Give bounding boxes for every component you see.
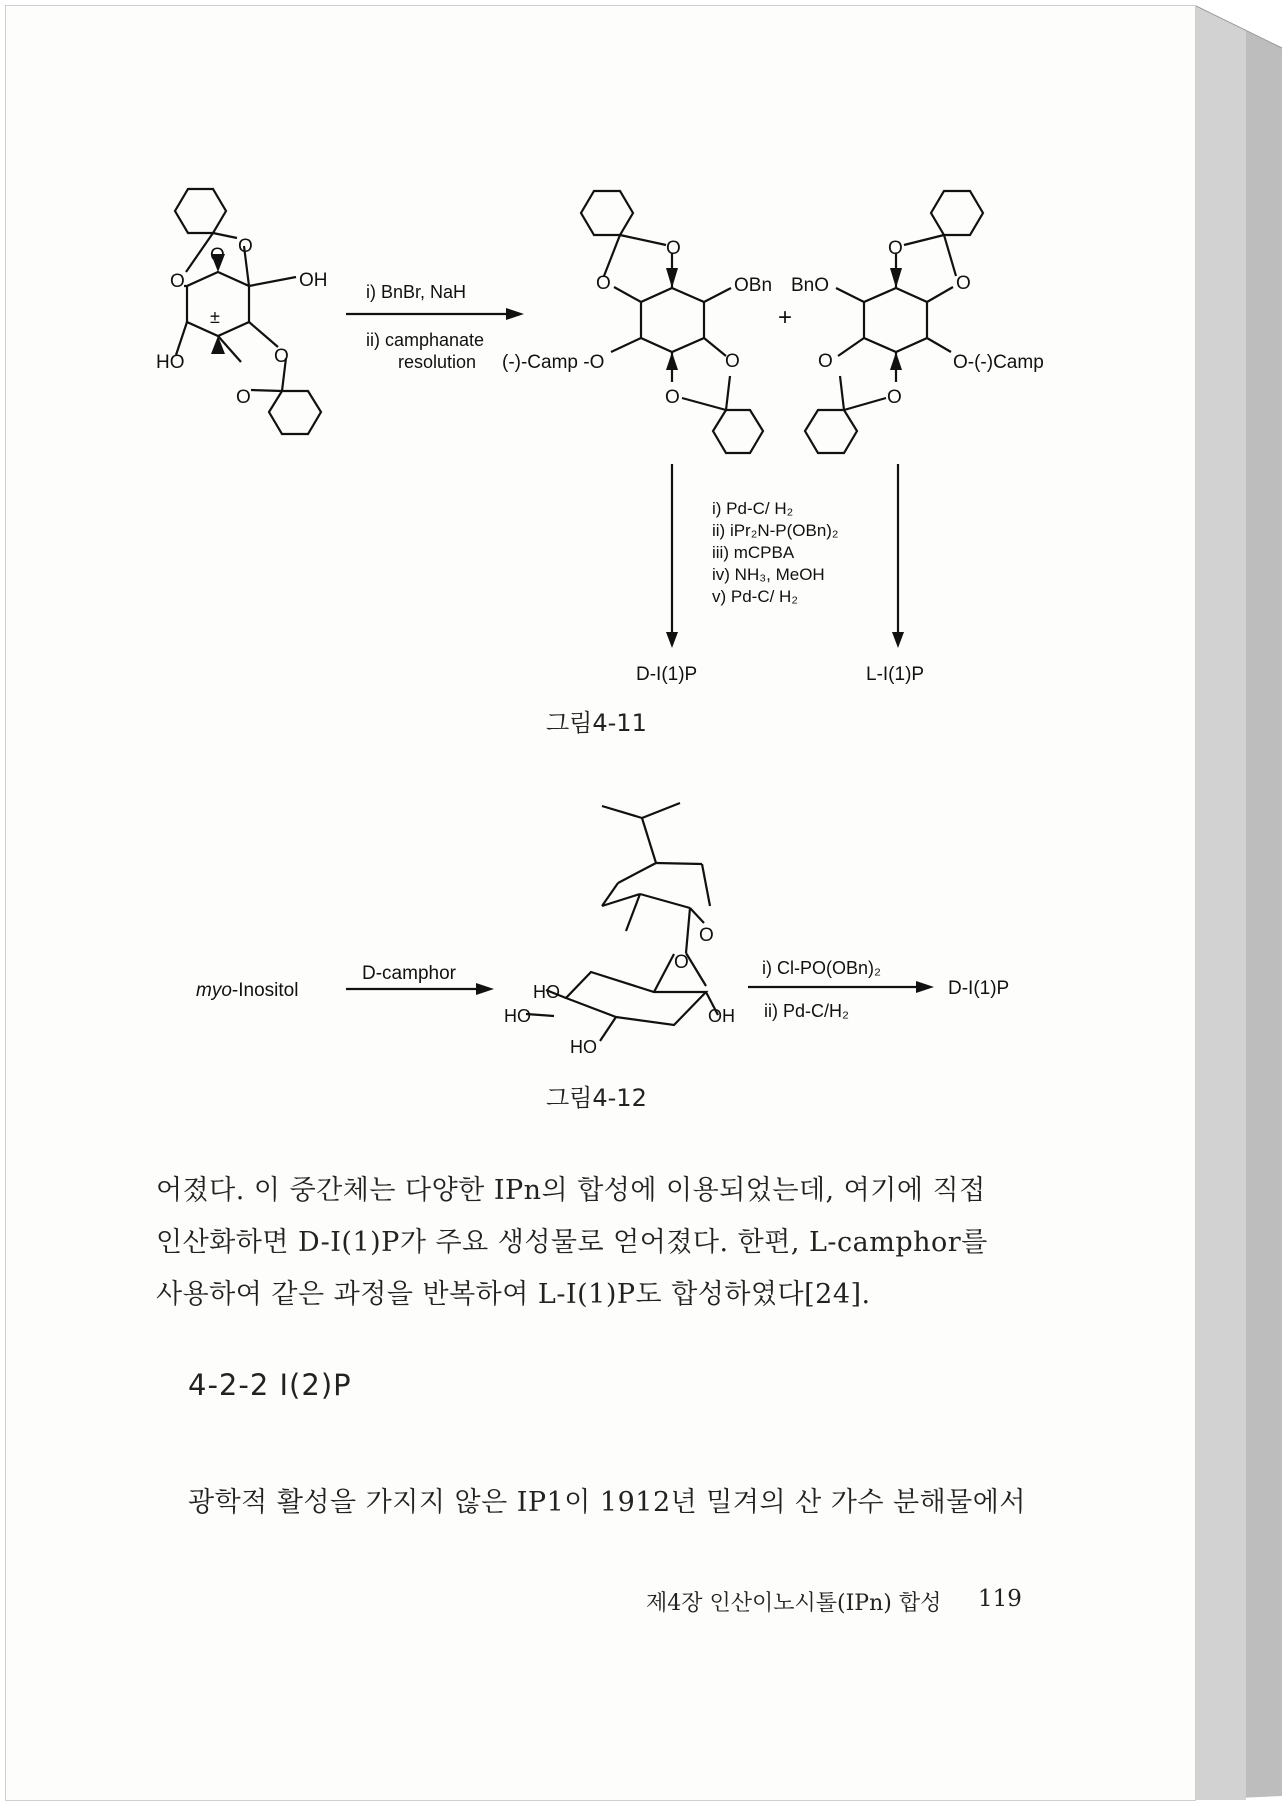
camp-label: O-(-)Camp xyxy=(953,352,1044,373)
step-1: i) Cl-PO(OBn)₂ xyxy=(762,958,881,978)
oxygen-label: O xyxy=(887,387,902,408)
reagent-d-camphor: D-camphor xyxy=(362,963,456,984)
oxygen-label: O xyxy=(665,387,680,408)
obn-label: OBn xyxy=(734,275,773,296)
hydroxyl-label: OH xyxy=(708,1006,735,1026)
oxygen-label: O xyxy=(888,238,903,259)
page-number: 119 xyxy=(978,1586,1022,1612)
oxygen-label: O xyxy=(170,271,185,292)
paragraph-line: 광학적 활성을 가지지 않은 IP1이 1912년 밀겨의 산 가수 분해물에서 xyxy=(188,1487,1026,1518)
oxygen-label: O xyxy=(818,351,833,372)
oxygen-label: O xyxy=(596,273,611,294)
chapter-footer: 제4장 인산이노시톨(IPn) 합성 xyxy=(646,1591,942,1616)
reaction-scheme-4-11 xyxy=(146,176,1076,696)
oxygen-label: O xyxy=(725,351,740,372)
oxygen-label: O xyxy=(666,238,681,259)
oxygen-label: O xyxy=(236,387,251,408)
paragraph-line: 사용하여 같은 과정을 반복하여 L-I(1)P도 합성하였다[24]. xyxy=(156,1279,871,1310)
hydroxyl-label: HO xyxy=(533,982,560,1002)
start-material: myo-Inositol xyxy=(196,980,299,1001)
product-d-i1p: D-I(1)P xyxy=(948,978,1010,999)
cyclohexane-ring xyxy=(175,189,226,233)
hydroxyl-label: HO xyxy=(504,1006,531,1026)
step-3: iii) mCPBA xyxy=(712,543,795,562)
bno-label: BnO xyxy=(791,275,830,296)
reagent-line-3: resolution xyxy=(398,352,477,372)
step-2: ii) Pd-C/H₂ xyxy=(764,1001,849,1021)
oxygen-label: O xyxy=(674,952,689,973)
reagent-line-1: i) BnBr, NaH xyxy=(366,282,467,302)
book-spine-edge xyxy=(1196,0,1284,1806)
hydroxyl-label: OH xyxy=(299,270,328,291)
reagent-line-2: ii) camphanate xyxy=(366,330,485,350)
oxygen-label: O xyxy=(956,273,971,294)
book-page xyxy=(5,5,1196,1801)
oxygen-label: O xyxy=(210,245,225,266)
paragraph-line: 어졌다. 이 중간체는 다양한 IPn의 합성에 이용되었는데, 여기에 직접 xyxy=(156,1175,986,1206)
oxygen-label: O xyxy=(238,236,253,257)
section-heading: 4-2-2 I(2)P xyxy=(188,1368,352,1402)
product-d-i1p: D-I(1)P xyxy=(636,664,698,685)
figure-caption-4-11: 그림4-11 xyxy=(546,709,647,737)
paragraph-line: 인산화하면 D-I(1)P가 주요 생성물로 얻어졌다. 한편, L-camphor를 xyxy=(156,1227,988,1258)
step-4: iv) NH₃, MeOH xyxy=(712,565,825,584)
racemic-mark: ± xyxy=(210,307,220,327)
hydroxyl-label: HO xyxy=(570,1037,597,1057)
plus-sign: + xyxy=(778,304,793,331)
oxygen-label: O xyxy=(274,346,289,367)
oxygen-label: O xyxy=(699,925,714,946)
step-5: v) Pd-C/ H₂ xyxy=(712,587,798,606)
step-2: ii) iPr₂N-P(OBn)₂ xyxy=(712,521,839,540)
reaction-scheme-4-12 xyxy=(186,791,1046,1071)
step-1: i) Pd-C/ H₂ xyxy=(712,499,794,518)
hydroxyl-label: HO xyxy=(156,352,185,373)
figure-caption-4-12: 그림4-12 xyxy=(546,1084,647,1112)
camp-label: (-)-Camp -O xyxy=(502,352,605,373)
product-l-i1p: L-I(1)P xyxy=(866,664,925,685)
